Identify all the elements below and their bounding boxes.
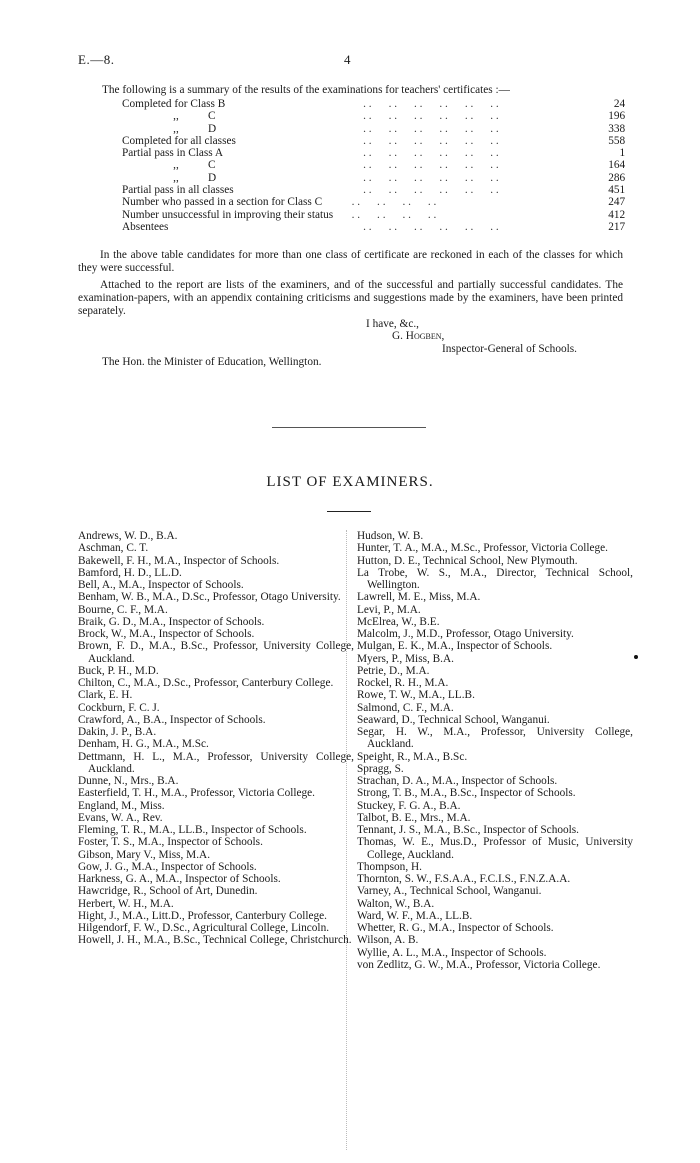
- examiner-entry: La Trobe, W. S., M.A., Director, Technical School, Wellington.: [357, 566, 633, 591]
- examiner-entry: Petrie, D., M.A.: [357, 664, 430, 677]
- summary-label: Completed for Class B: [122, 98, 226, 110]
- summary-row: [122, 172, 625, 184]
- examiner-entry: Hunter, T. A., M.A., M.Sc., Professor, Victoria College.: [357, 542, 609, 555]
- signature-name: G. Hogben,: [392, 330, 445, 342]
- leader-dots: . . . . . . . . . . . .: [363, 134, 499, 147]
- summary-value: 338: [608, 122, 626, 135]
- signature-title: Inspector-General of Schools.: [442, 343, 577, 355]
- page-number: 4: [344, 52, 351, 67]
- examiner-entry: Hight, J., M.A., Litt.D., Professor, Canterbury College.: [78, 909, 327, 922]
- summary-value: 196: [608, 110, 626, 123]
- leader-dots: . . . . . . . . . . . .: [363, 110, 499, 123]
- paragraph-reckoning: In the above table candidates for more than one class of certificate are reckoned in each of the classes for which they were successful.: [78, 249, 623, 274]
- examiner-entry: Hilgendorf, F. W., D.Sc., Agricultural College, Lincoln.: [78, 922, 330, 934]
- examiner-entry: Brock, W., M.A., Inspector of Schools.: [78, 628, 255, 640]
- summary-value: 412: [608, 208, 626, 221]
- examiner-entry: Walton, W., B.A.: [357, 897, 435, 910]
- examiner-entry: Braik, G. D., M.A., Inspector of Schools.: [78, 615, 265, 628]
- examiner-entry: Clark, E. H.: [78, 689, 133, 702]
- summary-value: 1: [619, 147, 626, 160]
- examiner-entry: Fleming, T. R., M.A., LL.B., Inspector of Schools.: [78, 824, 307, 836]
- examiner-entry: Denham, H. G., M.A., M.Sc.: [78, 738, 209, 751]
- summary-row: [122, 184, 625, 196]
- examiners-title: LIST OF EXAMINERS.: [266, 474, 434, 490]
- summary-value: 247: [608, 196, 626, 209]
- examiner-entry: Seaward, D., Technical School, Wanganui.: [357, 713, 550, 726]
- summary-value: 164: [608, 159, 626, 172]
- summary-label: D: [208, 122, 217, 135]
- summary-value: 286: [608, 171, 626, 184]
- summary-label: D: [208, 171, 217, 184]
- examiner-entry: Thompson, H.: [357, 860, 422, 873]
- examiner-entry: Bamford, H. D., LL.D.: [78, 566, 182, 579]
- examiner-entry: Levi, P., M.A.: [357, 603, 421, 616]
- leader-dots: . . . . . . . . . . . .: [363, 147, 499, 160]
- summary-row: [122, 110, 625, 122]
- leader-dots: . . . . . . . . . . . .: [363, 159, 499, 172]
- examiner-entry: Wilson, A. B.: [357, 934, 419, 947]
- examiner-entry: Hutton, D. E., Technical School, New Plymouth.: [357, 554, 578, 567]
- examiner-entry: Rockel, R. H., M.A.: [357, 677, 449, 689]
- signature-closing: I have, &c.,: [366, 318, 420, 330]
- examiner-entry: Mulgan, E. K., M.A., Inspector of Schools.: [357, 640, 553, 653]
- examiner-entry: Salmond, C. F., M.A.: [357, 701, 454, 714]
- examiner-entry: Chilton, C., M.A., D.Sc., Professor, Canterbury College.: [78, 677, 334, 689]
- summary-row: [122, 123, 625, 135]
- examiner-entry: Rowe, T. W., M.A., LL.B.: [357, 689, 475, 702]
- examiner-entry: von Zedlitz, G. W., M.A., Professor, Victoria College.: [357, 958, 601, 971]
- ditto-mark: ,,: [173, 159, 179, 172]
- document-reference: E.—8.: [78, 52, 115, 67]
- leader-dots: . . . . . . . . . . . .: [363, 171, 499, 184]
- examiners-right-column: [357, 530, 633, 971]
- examiner-entry: Aschman, C. T.: [78, 542, 149, 555]
- examiner-entry: Buck, P. H., M.D.: [78, 664, 159, 677]
- summary-row: [122, 159, 625, 171]
- leader-dots: . . . . . . . .: [343, 208, 437, 221]
- examiner-entry: Hawcridge, R., School of Art, Dunedin.: [78, 885, 258, 898]
- examiner-entry: Stuckey, F. G. A., B.A.: [357, 799, 461, 812]
- examiner-entry: Strachan, D. A., M.A., Inspector of Schools.: [357, 775, 558, 787]
- examiner-entry: Andrews, W. D., B.A.: [78, 530, 178, 542]
- paragraph-attachments: Attached to the report are lists of the examiners, and of the successful and partially successful candidates. The examination-papers, with an appendix containing criticisms and suggestions made by the examiners, have been printed separately.: [78, 279, 623, 317]
- summary-row: [122, 98, 625, 110]
- summary-label: Number unsuccessful in improving their status: [122, 208, 334, 221]
- summary-intro: The following is a summary of the results of the examinations for teachers' certificates :—: [102, 84, 510, 96]
- examiner-entry: Bell, A., M.A., Inspector of Schools.: [78, 579, 244, 591]
- summary-label: Partial pass in Class A: [122, 147, 224, 160]
- examiner-entry: Lawrell, M. E., Miss, M.A.: [357, 591, 481, 604]
- examiner-entry: Gow, J. G., M.A., Inspector of Schools.: [78, 860, 257, 873]
- examiner-entry: Dunne, N., Mrs., B.A.: [78, 775, 179, 787]
- title-underline: [327, 511, 371, 512]
- examiner-entry: Howell, J. H., M.A., B.Sc., Technical College, Christchurch.: [78, 934, 352, 947]
- summary-value: 217: [608, 220, 626, 233]
- examiner-entry: Talbot, B. E., Mrs., M.A.: [357, 811, 471, 824]
- examiner-entry: England, M., Miss.: [78, 799, 165, 812]
- examiner-entry: Dakin, J. P., B.A.: [78, 726, 157, 738]
- examiner-entry: Foster, T. S., M.A., Inspector of Schools.: [78, 836, 263, 849]
- examiner-entry: Herbert, W. H., M.A.: [78, 897, 174, 910]
- leader-dots: . . . . . . . . . . . .: [363, 184, 499, 197]
- addressee: The Hon. the Minister of Education, Wellington.: [102, 356, 322, 368]
- examiner-entry: McElrea, W., B.E.: [357, 615, 440, 628]
- summary-value: 451: [608, 184, 626, 197]
- examiner-entry: Bakewell, F. H., M.A., Inspector of Schools.: [78, 554, 280, 567]
- summary-label: Partial pass in all classes: [122, 184, 234, 197]
- examiner-entry: Thomas, W. E., Mus.D., Professor of Music, University College, Auckland.: [357, 836, 633, 861]
- examiner-entry: Dettmann, H. L., M.A., Professor, University College, Auckland.: [78, 750, 354, 775]
- examiner-entry: Tennant, J. S., M.A., B.Sc., Inspector of Schools.: [357, 824, 579, 836]
- examiner-entry: Hudson, W. B.: [357, 530, 424, 542]
- section-divider: [272, 427, 426, 428]
- summary-row: [122, 209, 625, 221]
- summary-value: 24: [613, 98, 626, 110]
- summary-value: 558: [608, 134, 626, 147]
- examiner-entry: Segar, H. W., M.A., Professor, University College, Auckland.: [357, 726, 633, 751]
- examiner-entry: Myers, P., Miss, B.A.: [357, 652, 454, 665]
- examiner-entry: Ward, W. F., M.A., LL.B.: [357, 909, 473, 922]
- leader-dots: . . . . . . . . . . . .: [363, 122, 499, 135]
- examiner-entry: Varney, A., Technical School, Wanganui.: [357, 885, 542, 898]
- examiner-entry: Benham, W. B., M.A., D.Sc., Professor, Otago University.: [78, 591, 341, 604]
- examiner-entry: Whetter, R. G., M.A., Inspector of Schools.: [357, 922, 554, 934]
- leader-dots: . . . . . . . . . . . .: [363, 98, 499, 110]
- summary-row: [122, 221, 625, 233]
- examiner-entry: Bourne, C. F., M.A.: [78, 603, 168, 616]
- examiner-entry: Thornton, S. W., F.S.A.A., F.C.I.S., F.N.Z.A.A.: [357, 873, 571, 885]
- leader-dots: . . . . . . . . . . . .: [363, 220, 499, 233]
- examiners-left-column: [78, 530, 354, 947]
- examiner-entry: Harkness, G. A., M.A., Inspector of Schools.: [78, 873, 281, 885]
- leader-dots: . . . . . . . .: [343, 196, 437, 209]
- examiner-entry: Spragg, S.: [357, 762, 404, 775]
- examiner-entry: Malcolm, J., M.D., Professor, Otago University.: [357, 628, 574, 640]
- results-summary-table: [122, 98, 625, 233]
- summary-row: [122, 147, 625, 159]
- ditto-mark: ,,: [173, 122, 179, 135]
- ditto-mark: ,,: [173, 171, 179, 184]
- examiner-entry: Evans, W. A., Rev.: [78, 811, 163, 824]
- summary-label: Completed for all classes: [122, 134, 236, 147]
- summary-row: [122, 135, 625, 147]
- margin-mark: [634, 655, 638, 659]
- examiner-entry: Speight, R., M.A., B.Sc.: [357, 750, 468, 763]
- examiner-entry: Easterfield, T. H., M.A., Professor, Victoria College.: [78, 787, 315, 800]
- summary-label: Absentees: [122, 220, 169, 233]
- examiner-entry: Wyllie, A. L., M.A., Inspector of Schools.: [357, 946, 547, 959]
- summary-label: C: [208, 159, 216, 172]
- examiner-entry: Gibson, Mary V., Miss, M.A.: [78, 848, 211, 861]
- examiner-entry: Crawford, A., B.A., Inspector of Schools.: [78, 713, 266, 726]
- examiner-entry: Cockburn, F. C. J.: [78, 701, 160, 714]
- summary-label: Number who passed in a section for Class C: [122, 196, 323, 209]
- ditto-mark: ,,: [173, 110, 179, 123]
- summary-row: [122, 196, 625, 208]
- summary-label: C: [208, 110, 216, 123]
- examiner-entry: Brown, F. D., M.A., B.Sc., Professor, University College, Auckland.: [78, 640, 354, 665]
- examiner-entry: Strong, T. B., M.A., B.Sc., Inspector of Schools.: [357, 787, 576, 800]
